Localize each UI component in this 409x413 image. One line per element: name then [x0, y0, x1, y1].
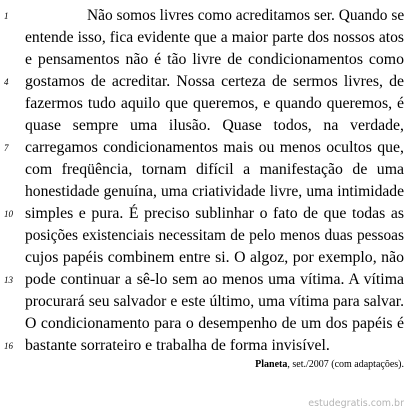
line-number: 1	[4, 11, 9, 21]
passage-line	[0, 27, 409, 49]
passage-line	[0, 203, 409, 225]
line-text: gostamos de acreditar. Nossa certeza de sermos livres, de	[25, 73, 404, 90]
line-text: O condicionamento para o desempenho de um dos papéis é	[25, 315, 404, 332]
line-text: quase sempre uma ilusão. Quase todos, na verdade,	[25, 117, 404, 134]
passage	[0, 5, 409, 357]
passage-line	[0, 159, 409, 181]
line-number: 16	[4, 341, 13, 351]
line-text: simples e pura. É preciso sublinhar o fato de que todas as	[25, 205, 404, 222]
passage-line	[0, 313, 409, 335]
line-text: pode continuar a sê-lo sem ao menos uma vítima. A vítima	[25, 271, 404, 288]
line-number: 7	[4, 143, 9, 153]
passage-line	[0, 71, 409, 93]
line-text: honestidade genuína, uma criatividade livre, uma intimidade	[25, 183, 404, 200]
passage-line	[0, 225, 409, 247]
line-text: entende isso, fica evidente que a maior parte dos nossos atos	[25, 29, 404, 46]
line-number: 4	[4, 77, 9, 87]
line-text: com freqüência, tornam difícil a manifestação de uma	[25, 161, 404, 178]
passage-line	[0, 115, 409, 137]
passage-line	[0, 49, 409, 71]
passage-line	[0, 181, 409, 203]
source-citation	[255, 359, 404, 370]
line-text: bastante sorrateiro e trabalha de forma invisível.	[25, 337, 330, 354]
line-text: posições existenciais necessitam de pelo menos duas pessoas	[25, 227, 404, 244]
line-text: cujos papéis combinem entre si. O algoz, por exemplo, não	[25, 249, 404, 266]
passage-line	[0, 137, 409, 159]
source-details: , set./2007 (com adaptações).	[287, 359, 404, 370]
site-watermark: estudegratis.com.br	[308, 398, 404, 409]
passage-line	[0, 269, 409, 291]
passage-line	[0, 335, 409, 357]
passage-line	[0, 5, 409, 27]
line-text: procurará seu salvador e este último, uma vítima para salvar.	[25, 293, 404, 310]
passage-line	[0, 93, 409, 115]
line-text: Não somos livres como acreditamos ser. Quando se	[87, 7, 404, 24]
line-text: fazermos tudo aquilo que queremos, e quando queremos, é	[25, 95, 404, 112]
passage-line	[0, 291, 409, 313]
passage-line	[0, 247, 409, 269]
line-number: 10	[4, 209, 13, 219]
line-text: e pensamentos não é tão livre de condicionamentos como	[25, 51, 404, 68]
line-text: carregamos condicionamentos mais ou menos ocultos que,	[25, 139, 404, 156]
source-title: Planeta	[255, 359, 288, 370]
line-number: 13	[4, 275, 13, 285]
